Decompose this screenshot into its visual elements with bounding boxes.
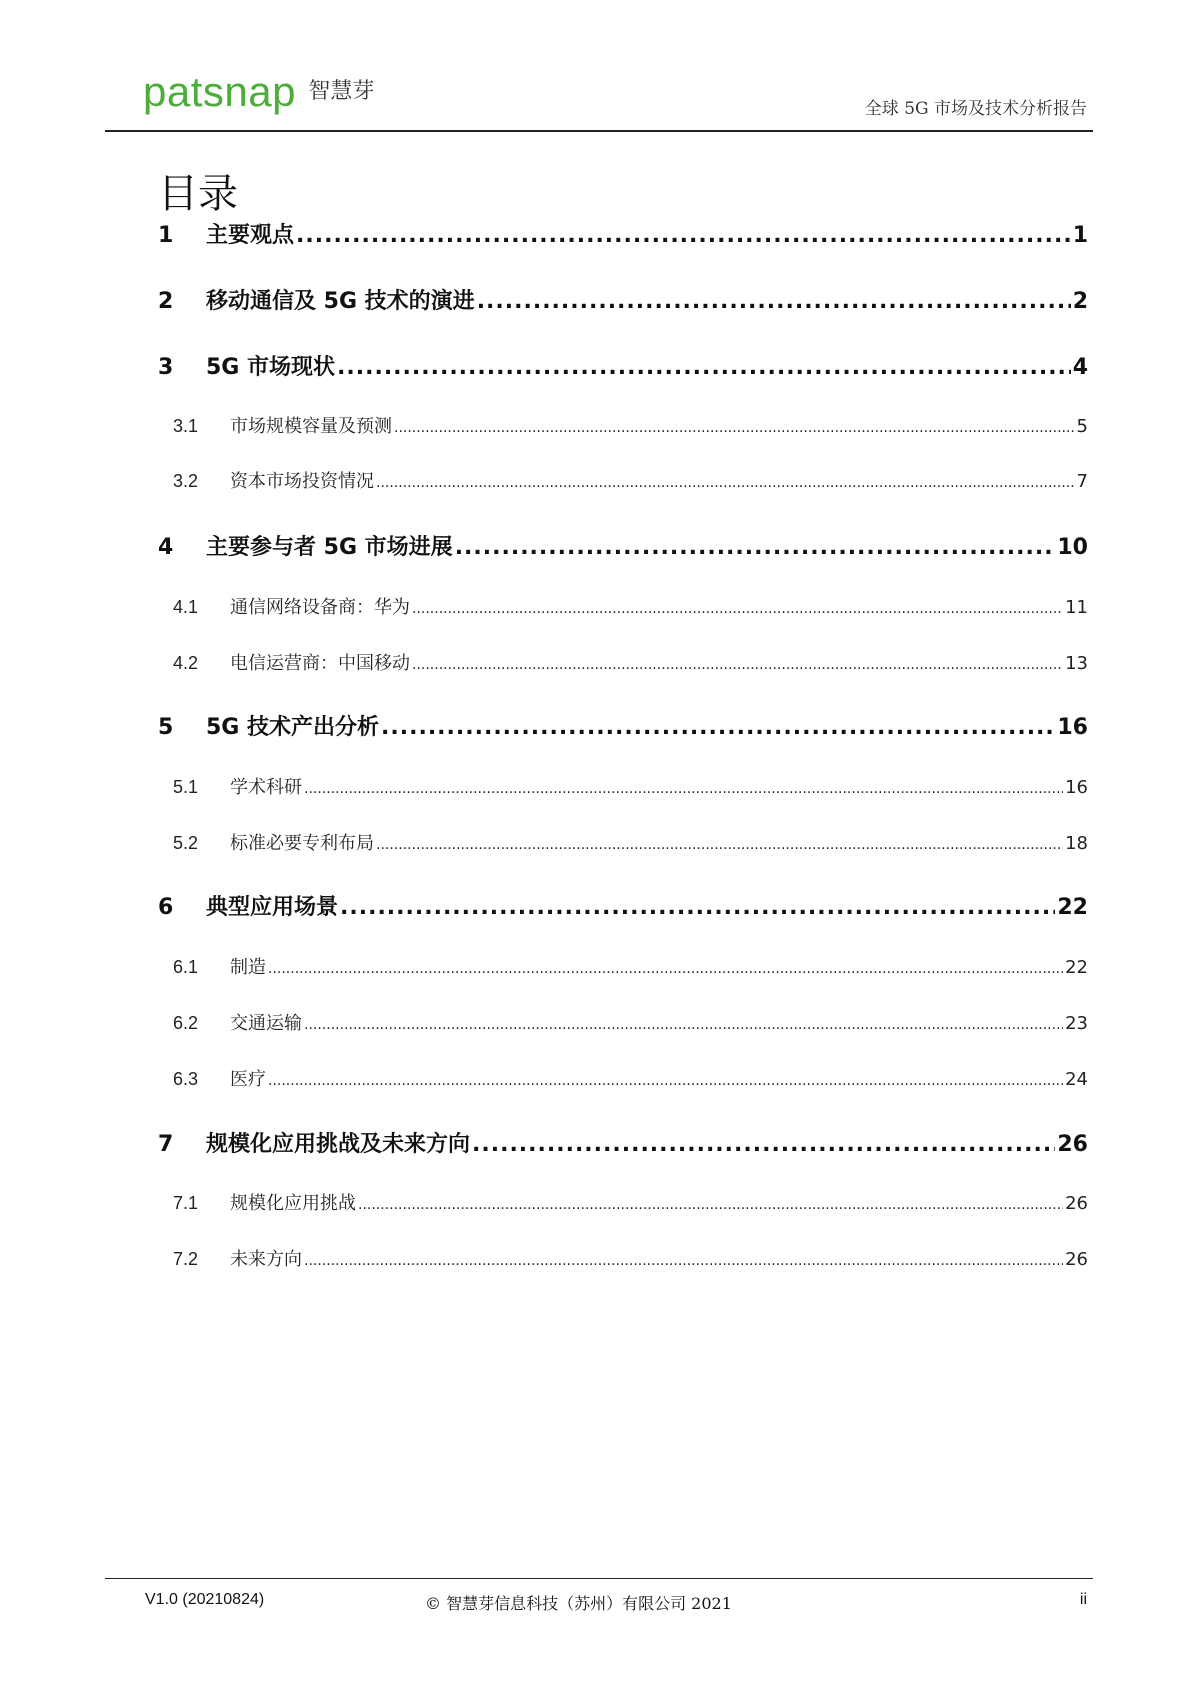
toc-leader-dots <box>296 223 1071 248</box>
toc-entry-label: 通信网络设备商：华为 <box>230 597 410 618</box>
document-version: V1.0 (20210824) <box>145 1591 265 1608</box>
toc-entry-page: 22 <box>1057 895 1088 920</box>
toc-entry-number: 3.1 <box>173 416 199 436</box>
toc-entry[interactable] <box>158 1127 1088 1158</box>
toc-entry-page: 16 <box>1065 777 1088 798</box>
toc-leader-dots <box>337 355 1071 380</box>
toc-entry-page: 13 <box>1065 653 1088 674</box>
toc-entry-number: 4.1 <box>173 597 199 617</box>
toc-entry-number: 4 <box>158 535 174 560</box>
toc-entry-number: 6.3 <box>173 1069 199 1089</box>
toc-entry-label: 典型应用场景 <box>206 895 339 920</box>
toc-entry-label: 学术科研 <box>230 777 302 798</box>
toc-leader-dots <box>304 1017 1063 1033</box>
document-title: 全球 5G 市场及技术分析报告 <box>864 99 1087 119</box>
toc-entry-label: 5G 市场现状 <box>206 355 336 380</box>
toc-entry-page: 10 <box>1057 535 1088 560</box>
toc-entry[interactable] <box>158 1009 1088 1035</box>
toc-entry-page: 18 <box>1065 833 1088 854</box>
toc-entry[interactable] <box>158 1065 1088 1091</box>
page-footer <box>105 1578 1093 1619</box>
toc-leader-dots <box>268 1073 1063 1089</box>
toc-entry-label: 规模化应用挑战及未来方向 <box>206 1132 471 1157</box>
toc-entry[interactable] <box>158 773 1088 799</box>
patsnap-logo <box>143 68 374 116</box>
toc-entry-page: 26 <box>1057 1132 1088 1157</box>
toc-leader-dots <box>455 535 1056 560</box>
toc-entry-label: 资本市场投资情况 <box>230 471 374 492</box>
toc-leader-dots <box>477 289 1071 314</box>
toc-leader-dots <box>358 1197 1063 1213</box>
toc-entry[interactable] <box>158 953 1088 979</box>
toc-leader-dots <box>376 837 1063 853</box>
toc-entry-label: 制造 <box>230 957 266 978</box>
toc-entry-label: 5G 技术产出分析 <box>206 715 380 740</box>
toc-leader-dots <box>340 895 1055 920</box>
toc-entry[interactable] <box>158 593 1088 619</box>
toc-leader-dots <box>394 420 1075 436</box>
toc-entry[interactable] <box>158 710 1088 741</box>
toc-entry[interactable] <box>158 649 1088 675</box>
toc-entry-label: 主要参与者 5G 市场进展 <box>206 535 453 560</box>
toc-entry[interactable] <box>158 530 1088 561</box>
toc-entry-label: 交通运输 <box>230 1013 302 1034</box>
toc-entry-number: 5.1 <box>173 777 199 797</box>
toc-entry-page: 11 <box>1065 597 1088 618</box>
toc-leader-dots <box>304 781 1063 797</box>
toc-entry[interactable] <box>158 1189 1088 1215</box>
toc-entry-page: 4 <box>1072 355 1088 380</box>
page-header <box>105 68 1093 132</box>
toc-entry[interactable] <box>158 890 1088 921</box>
toc-entry-label: 标准必要专利布局 <box>230 833 374 854</box>
toc-entry-label: 移动通信及 5G 技术的演进 <box>206 289 475 314</box>
toc-entry-page: 26 <box>1065 1249 1088 1270</box>
toc-entry-label: 市场规模容量及预测 <box>230 416 392 437</box>
toc-heading: 目录 <box>158 171 238 217</box>
toc-entry-number: 5.2 <box>173 833 199 853</box>
logo-chinese-name: 智慧芽 <box>308 78 375 103</box>
toc-entry[interactable] <box>158 350 1088 381</box>
toc-leader-dots <box>304 1253 1063 1269</box>
toc-entry[interactable] <box>158 829 1088 855</box>
toc-entry-page: 5 <box>1076 416 1088 437</box>
toc-entry-number: 2 <box>158 289 174 314</box>
toc-entry-number: 3.2 <box>173 471 199 491</box>
toc-entry[interactable] <box>158 284 1088 315</box>
toc-entry-page: 23 <box>1065 1013 1088 1034</box>
toc-entry[interactable] <box>158 467 1088 493</box>
toc-entry-number: 5 <box>158 715 174 740</box>
toc-entry-label: 未来方向 <box>230 1249 302 1270</box>
toc-entry-page: 7 <box>1076 471 1088 492</box>
toc-leader-dots <box>268 961 1063 977</box>
toc-entry[interactable] <box>158 412 1088 438</box>
toc-entry-label: 主要观点 <box>206 223 295 248</box>
toc-entry-number: 4.2 <box>173 653 199 673</box>
logo-wordmark: patsnap <box>143 68 296 115</box>
toc-leader-dots <box>412 601 1063 617</box>
toc-entry-number: 6 <box>158 895 174 920</box>
toc-entry-label: 规模化应用挑战 <box>230 1193 356 1214</box>
toc-entry-page: 1 <box>1072 223 1088 248</box>
toc-leader-dots <box>381 715 1055 740</box>
copyright-notice: © 智慧芽信息科技（苏州）有限公司 2021 <box>425 1594 732 1613</box>
page-number: ii <box>1079 1591 1087 1608</box>
toc-entry-number: 7.2 <box>173 1249 199 1269</box>
toc-entry-number: 7.1 <box>173 1193 199 1213</box>
toc-entry-number: 1 <box>158 223 174 248</box>
toc-entry-number: 6.2 <box>173 1013 199 1033</box>
toc-entry-label: 电信运营商：中国移动 <box>230 653 410 674</box>
toc-entry[interactable] <box>158 218 1088 249</box>
toc-leader-dots <box>472 1132 1055 1157</box>
toc-entry[interactable] <box>158 1245 1088 1271</box>
toc-entry-number: 7 <box>158 1132 174 1157</box>
toc-leader-dots <box>376 475 1075 491</box>
toc-entry-page: 2 <box>1072 289 1088 314</box>
toc-entry-page: 16 <box>1057 715 1088 740</box>
toc-entry-number: 3 <box>158 355 174 380</box>
toc-entry-page: 22 <box>1065 957 1088 978</box>
toc-entry-page: 24 <box>1065 1069 1088 1090</box>
toc-entry-number: 6.1 <box>173 957 199 977</box>
toc-leader-dots <box>412 657 1063 673</box>
toc-entry-label: 医疗 <box>230 1069 266 1090</box>
toc-entry-page: 26 <box>1065 1193 1088 1214</box>
